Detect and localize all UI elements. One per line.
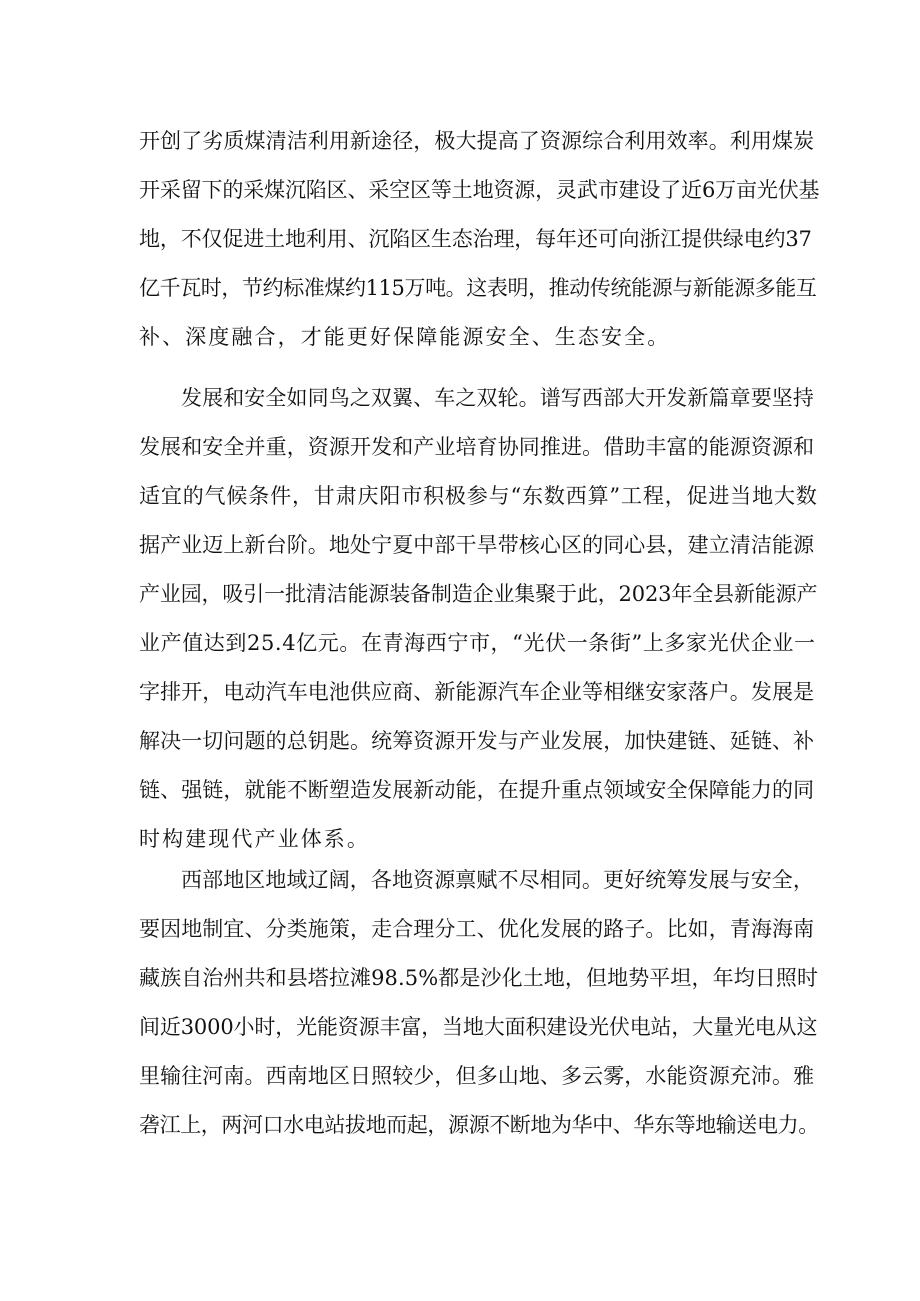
text-line: 解决一切问题的总钥匙。统筹资源开发与产业发展，加快建链、延链、补: [139, 729, 815, 753]
text-line: 发展和安全并重，资源开发和产业培育协同推进。借助丰富的能源资源和: [139, 435, 815, 459]
text-line: 业产值达到25.4亿元。在青海西宁市，“光伏一条街”上多家光伏企业一: [139, 631, 816, 655]
text-line: 亿千瓦时，节约标准煤约115万吨。这表明，推动传统能源与新能源多能互: [139, 276, 817, 300]
text-line: 补、深度融合，才能更好保障能源安全、生态安全。: [139, 325, 671, 349]
text-line: 时构建现代产业体系。: [139, 827, 370, 851]
paragraph-2: [139, 374, 819, 864]
text-line: 开创了劣质煤清洁利用新途径，极大提高了资源综合利用效率。利用煤炭: [139, 129, 815, 153]
text-line: 发展和安全如同鸟之双翼、车之双轮。谱写西部大开发新篇章要坚持: [181, 386, 814, 410]
text-line: 开采留下的采煤沉陷区、采空区等土地资源，灵武市建设了近6万亩光伏基: [139, 178, 820, 202]
text-line: 要因地制宜、分类施策，走合理分工、优化发展的路子。比如，青海海南: [139, 917, 815, 941]
text-line: 地，不仅促进土地利用、沉陷区生态治理，每年还可向浙江提供绿电约37: [139, 227, 812, 251]
text-line: 砻江上，两河口水电站拔地而起，源源不断地为华中、华东等地输送电力。: [139, 1113, 819, 1137]
text-line: 适宜的气候条件，甘肃庆阳市积极参与“东数西算”工程，促进当地大数: [139, 484, 818, 508]
text-line: 字排开，电动汽车电池供应商、新能源汽车企业等相继安家落户。发展是: [139, 680, 815, 704]
text-line: 里输往河南。西南地区日照较少，但多山地、多云雾，水能资源充沛。雅: [139, 1064, 815, 1088]
text-line: 间近3000小时，光能资源丰富，当地大面积建设光伏电站，大量光电从这: [139, 1015, 818, 1039]
text-line: 链、强链，就能不断塑造发展新动能，在提升重点领域安全保障能力的同: [139, 778, 815, 802]
text-line: 产业园，吸引一批清洁能源装备制造企业集聚于此，2023年全县新能源产: [139, 582, 818, 606]
paragraph-3: [139, 856, 819, 1150]
text-line: 据产业迈上新台阶。地处宁夏中部干旱带核心区的同心县，建立清洁能源: [139, 533, 815, 557]
paragraph-1: [139, 117, 819, 362]
text-line: 西部地区地域辽阔，各地资源禀赋不尽相同。更好统筹发展与安全，: [181, 868, 814, 892]
text-line: 藏族自治州共和县塔拉滩98.5%都是沙化土地，但地势平坦，年均日照时: [139, 966, 819, 990]
